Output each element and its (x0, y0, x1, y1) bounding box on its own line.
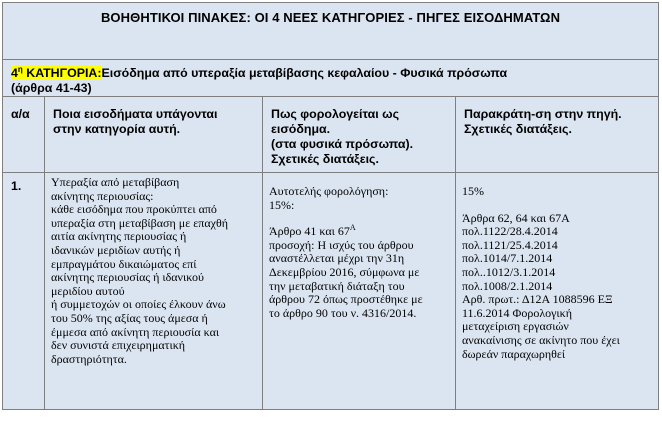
income-line: Υπεραξία από μεταβίβαση (51, 175, 180, 189)
income-line: του 50% της αξίας τους άμεσα ή (51, 310, 208, 325)
row-withholding-cell (456, 173, 659, 410)
withholding-line: πολ.1121/25.4.2014 (462, 237, 558, 252)
taxation-line: το άρθρο 90 του ν. 4316/2014. (269, 305, 417, 320)
withholding-line: πολ..1012/3.1.2014 (462, 264, 556, 279)
taxation-article-text: Άρθρο 41 και 67 (269, 224, 350, 239)
withholding-line: πολ.1008/2.1.2014 (462, 278, 553, 293)
income-line: αιτία ακίνητης περιουσίας ή (51, 229, 187, 244)
header-taxation-label (263, 97, 455, 167)
header-col-num (3, 97, 45, 173)
withholding-line: ανακαίνισης σε ακίνητο που έχει (462, 332, 620, 347)
taxation-article-sup: Α (349, 223, 356, 233)
header-taxation-line: (στα φυσικά πρόσωπα). (271, 137, 414, 151)
header-row (3, 97, 659, 173)
category-row (3, 60, 659, 97)
row-num-cell (3, 173, 45, 410)
header-num-label: α/α (11, 107, 30, 121)
header-taxation-line: Σχετικές διατάξεις. (271, 152, 379, 166)
category-number: 4 (11, 66, 18, 80)
category-number-sup: η (17, 64, 23, 74)
header-withholding-line: Παρακράτη-ση στην πηγή. (464, 107, 622, 121)
header-withholding-label (456, 97, 658, 137)
taxation-line: Δεκεμβρίου 2016, σύμφωνα με (269, 264, 420, 279)
table-row (3, 173, 659, 410)
income-line: ακίνητης περιουσίας ή ιδανικού (51, 270, 204, 285)
income-line: δεν συνιστά επιχειρηματική (51, 338, 186, 353)
header-income-line: Ποια εισοδήματα υπάγονται (53, 107, 218, 121)
header-taxation-line: Πως φορολογείται ως (271, 107, 400, 121)
header-income-label (45, 97, 262, 137)
header-col-withholding (456, 97, 659, 173)
row-income-text (45, 173, 262, 366)
withholding-line: 11.6.2014 Φορολογική (462, 305, 572, 320)
taxation-line: την μεταβατική διάταξη του (269, 278, 405, 293)
taxation-line: αναστέλλεται μέχρι την 31η (269, 251, 405, 266)
taxation-intro-line: 15%: (269, 197, 295, 212)
header-taxation-line: εισόδημα. (271, 122, 331, 136)
withholding-line: πολ.1122/28.4.2014 (462, 224, 558, 239)
income-line: κάθε εισόδημα που προκύπτει από (51, 202, 217, 217)
header-withholding-line: Σχετικές διατάξεις. (464, 122, 572, 136)
category-highlight (11, 66, 102, 80)
taxation-intro-line: Αυτοτελής φορολόγηση: (269, 184, 389, 198)
header-income-line: στην κατηγορία αυτή. (53, 122, 181, 136)
income-line: έμμεσα από ακίνητη περιουσία και (51, 324, 220, 339)
income-line: εμπραγμάτου δικαιώματος επί (51, 256, 197, 271)
category-label: ΚΑΤΗΓΟΡΙΑ: (22, 66, 102, 80)
withholding-line: πολ.1014/7.1.2014 (462, 251, 553, 266)
income-line: ή συμμετοχών οι οποίες έλκουν άνω (51, 297, 226, 312)
income-line: υπεραξία στη μεταβίβαση με επαχθή (51, 215, 229, 230)
spacer (462, 199, 656, 212)
withholding-line: Αρθ. πρωτ.: Δ12Α 1088596 ΕΞ (462, 292, 613, 307)
row-number: 1. (11, 179, 22, 193)
category-cell (3, 60, 659, 97)
withholding-line: Άρθρα 62, 64 και 67Α (462, 210, 570, 225)
taxation-line: προσοχή: Η ισχύς του άρθρου (269, 237, 414, 252)
withholding-line: μεταχείριση εργασιών (462, 319, 569, 334)
category-description: Εισόδημα από υπεραξία μεταβίβασης κεφαλαίου - Φυσικά πρόσωπα (101, 66, 508, 80)
row-withholding-text (456, 173, 658, 361)
withholding-line: δωρεάν παραχωρηθεί (462, 346, 566, 361)
row-taxation-text (263, 173, 455, 320)
income-line: δραστηριότητα. (51, 351, 127, 366)
taxation-line: άρθρου 72 όπως προστέθηκε με (269, 292, 423, 307)
table-title-row (3, 3, 659, 60)
withholding-rate: 15% (462, 184, 484, 198)
category-articles: (άρθρα 41-43) (11, 81, 92, 95)
header-col-taxation (263, 97, 456, 173)
category-heading (3, 60, 658, 80)
income-line: μεριδίου αυτού (51, 283, 125, 298)
income-line: ιδανικών μεριδίων αυτής ή (51, 242, 181, 257)
row-income-cell (45, 173, 263, 410)
income-line: ακίνητης περιουσίας: (51, 188, 154, 203)
tax-category-table (2, 2, 659, 410)
taxation-article-line (269, 225, 453, 239)
table-title-cell (3, 3, 659, 60)
row-taxation-cell (263, 173, 456, 410)
page-title: ΒΟΗΘΗΤΙΚΟΙ ΠΙΝΑΚΕΣ: ΟΙ 4 ΝΕΕΣ ΚΑΤΗΓΟΡΙΕΣ - ΠΗΓΕΣ ΕΙΣΟΔΗΜΑΤΩΝ (100, 10, 561, 25)
header-col-income (45, 97, 263, 173)
